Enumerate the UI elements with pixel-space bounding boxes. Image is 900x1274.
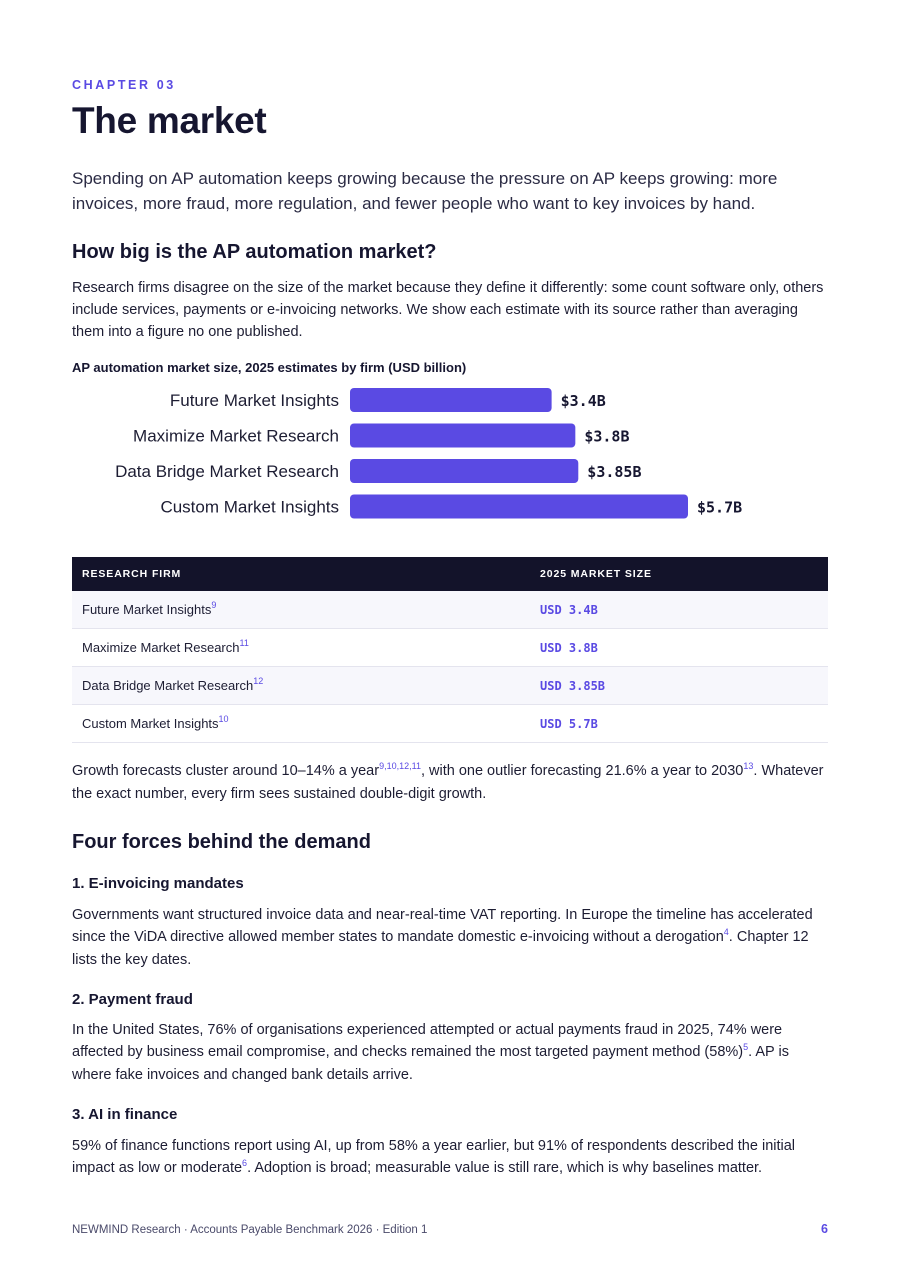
table-row [72,705,828,743]
growth-paragraph [72,760,828,805]
section-heading-market-size: How big is the AP automation market? [72,241,437,263]
force-paragraph [72,904,828,971]
force-text: . Adoption is broad; measurable value is still rare, which is why baselines matter. [247,1160,763,1176]
force-paragraph [72,1135,828,1180]
firm-cell [72,591,530,629]
force-title: 1. E-invoicing mandates [72,875,244,892]
market-size-table [72,557,828,743]
column-header-firm: RESEARCH FIRM [72,557,530,591]
force-paragraph [72,1019,828,1086]
bar-value-label: $3.4B [560,392,606,410]
table-header-row [72,557,828,591]
force-title: 3. AI in finance [72,1106,178,1123]
market-size-cell: USD 3.4B [530,591,828,629]
section-heading-forces: Four forces behind the demand [72,831,371,853]
table-row [72,629,828,667]
force-text: 59% of finance functions report using AI, up from 58% a year earlier, but 91% of respondents described the initial impact as low or moderate [72,1138,796,1176]
footnote-ref[interactable]: 5 [743,1042,749,1052]
market-size-cell: USD 3.8B [530,629,828,667]
growth-text: , with one outlier forecasting 21.6% a year to 2030 [420,763,744,779]
bar-category-label: Custom Market Insights [160,497,339,517]
firm-cell [72,705,530,743]
force-title: 2. Payment fraud [72,991,193,1008]
footnote-ref[interactable]: 4 [723,927,729,937]
chart-title: AP automation market size, 2025 estimates by firm (USD billion) [72,360,467,375]
force-text: In the United States, 76% of organisations experienced attempted or actual payments fraud in 2025, 74% were affected by business email compromise, and checks remained the most targeted payment method (58%) [72,1022,783,1060]
bar [350,424,575,448]
firm-cell [72,629,530,667]
table-row [72,667,828,705]
footnote-ref[interactable]: 12 [253,676,264,686]
bar-value-label: $3.85B [587,463,642,481]
market-size-bar-chart [72,380,828,530]
footnote-ref[interactable]: 9,10,12,11 [379,761,421,771]
firm-name: Future Market Insights [82,602,212,617]
bar-value-label: $5.7B [697,498,743,517]
market-size-cell: USD 5.7B [530,705,828,743]
bar-value-label: $3.8B [584,427,630,446]
footer-publication: NEWMIND Research · Accounts Payable Benchmark 2026 · Edition 1 [72,1224,428,1236]
bar-category-label: Maximize Market Research [133,426,339,446]
firm-name: Data Bridge Market Research [82,678,254,693]
footnote-ref[interactable]: 6 [242,1158,248,1168]
force-text: Governments want structured invoice data and near-real-time VAT reporting. In Europe the timeline has accelerated since the ViDA directive allowed member states to mandate domestic e-invoicing without a derogation [72,907,813,945]
force-text: . AP is where fake invoices and changed bank details arrive. [72,1044,789,1083]
market-size-cell: USD 3.85B [530,667,828,705]
bar [350,388,552,412]
firm-name: Maximize Market Research [82,640,240,655]
column-header-size: 2025 MARKET SIZE [530,557,828,591]
force-text: . Chapter 12 lists the key dates. [72,929,809,968]
market-size-paragraph: Research firms disagree on the size of the market because they define it differently: some count software only, others include services, payments or e-invoicing networks. We show each estimate with its source rather than averaging them into a figure no one published. [72,280,824,340]
footnote-ref[interactable]: 9 [211,600,217,610]
growth-text: Growth forecasts cluster around 10–14% a year [72,763,380,779]
page-title: The market [72,100,267,141]
table-row [72,591,828,629]
chapter-label: CHAPTER 03 [72,78,176,92]
page-number: 6 [821,1222,828,1236]
bar-category-label: Data Bridge Market Research [115,462,339,481]
growth-text: . Whatever the exact number, every firm sees sustained double-digit growth. [72,763,824,802]
footnote-ref[interactable]: 13 [743,761,754,771]
firm-name: Custom Market Insights [82,716,219,731]
bar-category-label: Future Market Insights [169,391,339,410]
lead-paragraph: Spending on AP automation keeps growing because the pressure on AP keeps growing: more invoices, more fraud, more regulation, and fewer people who want to key invoices by hand. [72,169,778,213]
bar [350,459,578,483]
footnote-ref[interactable]: 11 [239,638,249,648]
firm-cell [72,667,530,705]
bar [350,495,688,519]
footnote-ref[interactable]: 10 [218,714,229,724]
